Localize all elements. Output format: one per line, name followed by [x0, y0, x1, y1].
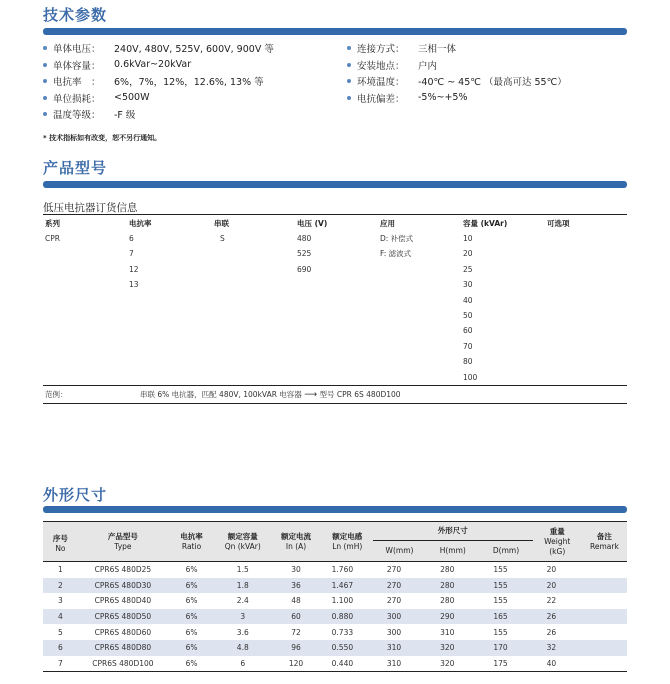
bullet-icon	[347, 46, 351, 50]
header-in: 额定电流 In (A)	[270, 522, 321, 562]
cell-qn: 1.5	[236, 565, 249, 575]
cell-weight: 26	[533, 609, 582, 625]
cell-type: CPR6S 480D100	[92, 658, 154, 668]
cell-no: 2	[43, 578, 78, 594]
section-bar	[43, 28, 627, 35]
cell-weight: 20	[533, 578, 582, 594]
spec-list-right	[347, 40, 627, 106]
cell-weight: 26	[546, 627, 557, 637]
order-column	[214, 217, 229, 246]
cell-in: 120	[288, 658, 304, 668]
example-label: 范例：	[45, 390, 68, 399]
cell-remark	[582, 609, 627, 625]
cell-qn: 4.8	[215, 640, 270, 656]
cell-ratio: 6%	[185, 627, 198, 637]
cell-qn: 3.6	[236, 627, 249, 637]
divider	[43, 385, 627, 386]
spec-value: <500W	[114, 92, 150, 104]
order-column	[297, 217, 327, 277]
cell-weight: 32	[533, 640, 582, 656]
spec-item	[347, 57, 627, 74]
header-size: 外形尺寸	[373, 522, 533, 541]
example-result: 型号 CPR 6S 480D100	[319, 390, 401, 399]
table-row	[43, 624, 627, 640]
header-ratio: 电抗率 Ratio	[168, 522, 215, 562]
cell-ln: 0.733	[331, 627, 354, 637]
example-text: 串联 6% 电抗器，匹配 480V, 100kVAR 电容器	[140, 390, 302, 399]
spec-item	[43, 106, 323, 123]
cell-d: 155	[493, 565, 508, 575]
order-column-header: 容量 (kVAr)	[463, 219, 508, 228]
header-qn: 额定容量 Qn (kVAr)	[215, 522, 270, 562]
cell-remark	[582, 578, 627, 594]
spec-value: -40℃ ~ 45℃ （最高可达 55℃）	[418, 77, 567, 89]
cell-qn: 1.8	[215, 578, 270, 594]
spec-value: -F 级	[114, 110, 136, 122]
cell-type: CPR6S 480D80	[78, 640, 168, 656]
cell-ratio: 6%	[185, 565, 198, 575]
spec-label: 环境温度：	[357, 77, 405, 89]
cell-no: 1	[58, 565, 63, 575]
cell-type: CPR6S 480D25	[94, 565, 152, 575]
order-column-header: 应用	[380, 219, 395, 228]
cell-no: 6	[43, 640, 78, 656]
order-option: 30	[463, 280, 473, 290]
spec-list-left	[43, 40, 323, 123]
cell-type: CPR6S 480D50	[78, 609, 168, 625]
spec-note: * 技术指标如有改变，恕不另行通知。	[43, 134, 162, 142]
order-column	[380, 217, 413, 262]
cell-w: 270	[386, 565, 402, 575]
order-option: D: 补偿式	[380, 234, 414, 243]
order-column-header: 电压 (V)	[297, 219, 328, 228]
cell-ln: 1.100	[331, 596, 354, 606]
order-option: 80	[463, 357, 473, 367]
order-option: 480	[297, 234, 312, 243]
cell-d: 155	[493, 627, 508, 637]
bullet-icon	[347, 63, 351, 67]
bullet-icon	[43, 96, 47, 100]
example-line	[140, 389, 401, 400]
spec-item	[43, 40, 323, 57]
cell-no: 3	[58, 596, 63, 606]
order-option: 50	[463, 310, 473, 320]
cell-weight: 40	[546, 658, 557, 668]
divider	[43, 214, 627, 215]
cell-type: CPR6S 480D30	[78, 578, 168, 594]
dimensions-table	[43, 521, 627, 672]
cell-qn: 2.4	[236, 596, 249, 606]
spec-item	[347, 40, 627, 57]
cell-remark	[582, 640, 627, 656]
cell-h: 290	[426, 609, 479, 625]
order-column-header: 串联	[214, 219, 229, 228]
header-ln: 额定电感 Ln (mH)	[322, 522, 373, 562]
order-option: 100	[463, 372, 478, 382]
cell-weight: 22	[546, 596, 557, 606]
cell-d: 155	[493, 596, 508, 606]
cell-in: 60	[270, 609, 321, 625]
spec-item	[43, 73, 323, 90]
spec-label: 单体电压：	[53, 44, 101, 56]
spec-item	[43, 57, 323, 74]
cell-in: 72	[291, 627, 301, 637]
spec-label: 单体容量：	[53, 60, 101, 72]
spec-label: 单位损耗：	[53, 93, 101, 105]
spec-label: 安装地点：	[357, 60, 405, 72]
cell-remark	[582, 624, 627, 640]
spec-value: 三相一体	[418, 44, 457, 56]
header-weight: 重量 Weight (kG)	[533, 522, 582, 562]
spec-item	[347, 90, 627, 107]
order-option: 525	[297, 249, 312, 259]
spec-label: 连接方式：	[357, 44, 405, 56]
order-option: 60	[463, 326, 473, 336]
cell-ratio: 6%	[168, 640, 215, 656]
cell-qn: 6	[240, 658, 246, 668]
cell-no: 4	[43, 609, 78, 625]
divider	[43, 403, 627, 404]
spec-value: 户内	[418, 60, 438, 72]
cell-ratio: 6%	[168, 578, 215, 594]
cell-ln: 1.760	[331, 565, 354, 575]
cell-w: 270	[386, 596, 402, 606]
cell-ln: 0.440	[331, 658, 354, 668]
cell-no: 7	[58, 658, 63, 668]
order-option: 690	[297, 264, 312, 274]
order-column	[463, 217, 507, 385]
spec-label: 电抗率 ：	[53, 77, 101, 89]
order-option: CPR	[45, 234, 60, 243]
order-option: 70	[463, 341, 473, 351]
table-row	[43, 578, 627, 594]
order-column	[547, 217, 570, 231]
bullet-icon	[43, 112, 47, 116]
order-option: 7	[129, 249, 134, 259]
bullet-icon	[43, 63, 47, 67]
cell-h: 310	[440, 627, 455, 637]
cell-type: CPR6S 480D60	[94, 627, 152, 637]
cell-in: 48	[291, 596, 301, 606]
cell-w: 300	[386, 627, 402, 637]
cell-w: 300	[373, 609, 426, 625]
section-bar	[43, 181, 627, 188]
cell-in: 30	[291, 565, 301, 575]
cell-ratio: 6%	[185, 658, 198, 668]
spec-value: 0.6kVar~20kVar	[114, 59, 192, 71]
cell-d: 175	[493, 658, 508, 668]
cell-in: 36	[270, 578, 321, 594]
cell-weight: 20	[546, 565, 557, 575]
cell-ratio: 6%	[185, 596, 198, 606]
spec-item	[347, 73, 627, 90]
table-row	[43, 656, 627, 672]
spec-label: 温度等级：	[53, 110, 101, 122]
header-w: W(mm)	[373, 541, 426, 562]
header-d: D(mm)	[479, 541, 532, 562]
order-option: 13	[129, 280, 139, 290]
cell-h: 320	[440, 658, 455, 668]
order-option: 20	[463, 249, 473, 259]
cell-h: 280	[426, 578, 479, 594]
order-option: S	[220, 234, 225, 243]
bullet-icon	[347, 79, 351, 83]
table-row	[43, 609, 627, 625]
order-column-header: 可选项	[547, 219, 570, 228]
bullet-icon	[43, 79, 47, 83]
spec-value: -5%~+5%	[418, 92, 468, 104]
order-option: 10	[463, 234, 473, 243]
cell-ln: 0.880	[322, 609, 373, 625]
cell-remark	[582, 593, 627, 609]
cell-in: 96	[270, 640, 321, 656]
order-column-header: 系列	[45, 219, 60, 228]
order-info-title: 低压电抗器订货信息	[43, 202, 138, 214]
bullet-icon	[347, 96, 351, 100]
order-option: 40	[463, 295, 473, 305]
cell-w: 270	[373, 578, 426, 594]
cell-ln: 1.467	[322, 578, 373, 594]
header-h: H(mm)	[426, 541, 479, 562]
order-option: 12	[129, 264, 139, 274]
section-title-dimensions: 外形尺寸	[43, 486, 108, 504]
order-option: 25	[463, 264, 473, 274]
spec-value: 240V, 480V, 525V, 600V, 900V 等	[114, 44, 274, 56]
header-type: 产品型号 Type	[78, 522, 168, 562]
section-bar	[43, 506, 627, 513]
cell-d: 155	[479, 578, 532, 594]
cell-d: 170	[479, 640, 532, 656]
section-title-tech-params: 技术参数	[43, 6, 108, 24]
bullet-icon	[43, 46, 47, 50]
order-option: 6	[129, 234, 134, 243]
table-row	[43, 640, 627, 656]
arrow-right-icon: ⟶	[304, 390, 318, 400]
header-remark: 备注 Remark	[582, 522, 627, 562]
spec-value: 6%，7%，12%，12.6%, 13% 等	[114, 77, 264, 89]
table-row	[43, 593, 627, 609]
section-title-product-model: 产品型号	[43, 159, 108, 177]
cell-remark	[582, 562, 627, 578]
cell-h: 280	[440, 565, 455, 575]
table-row	[43, 562, 627, 578]
order-column	[129, 217, 152, 293]
cell-h: 280	[440, 596, 455, 606]
cell-w: 310	[373, 640, 426, 656]
cell-d: 165	[479, 609, 532, 625]
spec-item	[43, 90, 323, 107]
spec-label: 电抗偏差：	[357, 93, 405, 105]
cell-no: 5	[58, 627, 63, 637]
cell-h: 320	[426, 640, 479, 656]
cell-remark	[582, 656, 627, 672]
cell-ln: 0.550	[322, 640, 373, 656]
order-column	[45, 217, 60, 246]
cell-qn: 3	[215, 609, 270, 625]
cell-ratio: 6%	[168, 609, 215, 625]
cell-w: 310	[386, 658, 402, 668]
order-column-header: 电抗率	[129, 219, 152, 228]
header-no: 序号 No	[43, 522, 78, 562]
order-option: F: 滤波式	[380, 249, 412, 259]
cell-type: CPR6S 480D40	[94, 596, 152, 606]
